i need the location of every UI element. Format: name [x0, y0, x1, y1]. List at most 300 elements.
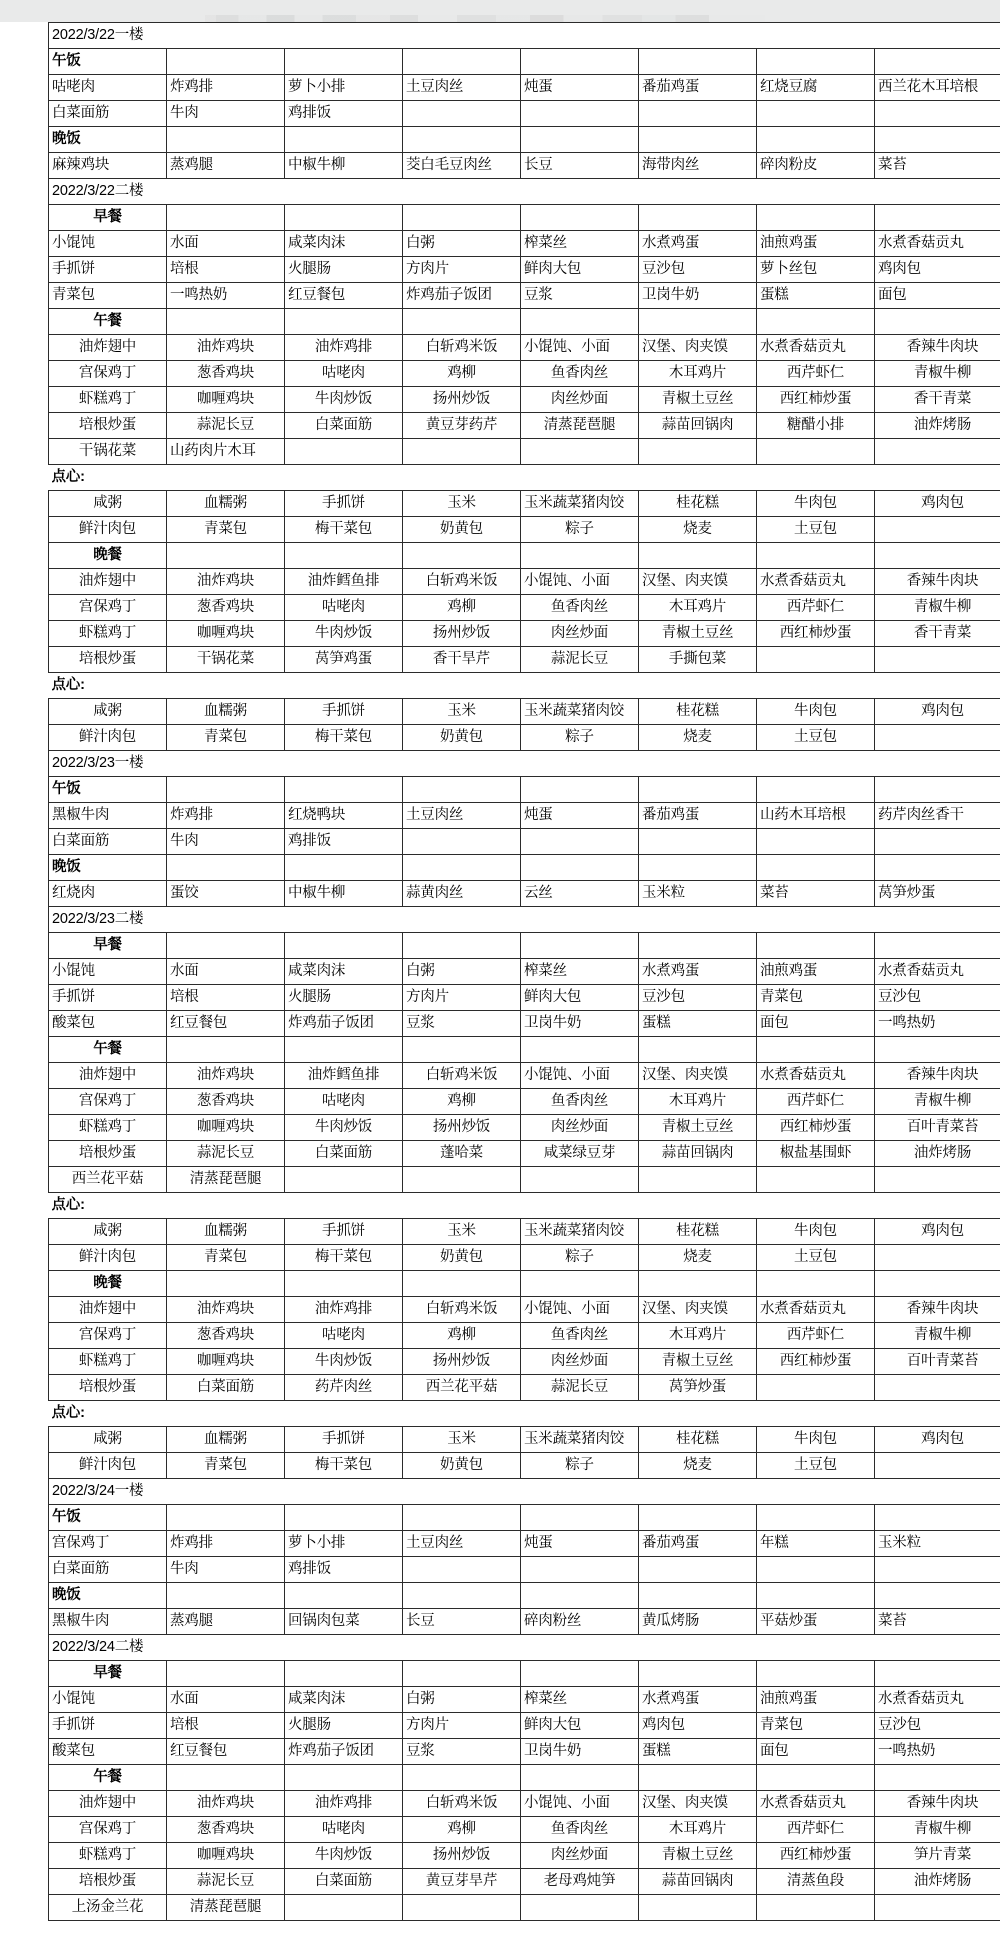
- menu-cell[interactable]: [757, 621, 875, 647]
- menu-cell[interactable]: [521, 1323, 639, 1349]
- menu-cell[interactable]: [521, 1739, 639, 1765]
- meal-header-empty-cell[interactable]: [403, 1583, 521, 1609]
- meal-header-empty-cell[interactable]: [167, 309, 285, 335]
- menu-cell[interactable]: [167, 153, 285, 179]
- menu-cell[interactable]: [49, 283, 167, 309]
- menu-cell[interactable]: [521, 1115, 639, 1141]
- menu-cell[interactable]: [403, 829, 521, 855]
- menu-cell[interactable]: [875, 1167, 1000, 1193]
- menu-cell[interactable]: [757, 1869, 875, 1895]
- menu-cell[interactable]: [403, 1531, 521, 1557]
- menu-cell[interactable]: [49, 1531, 167, 1557]
- menu-cell[interactable]: [167, 361, 285, 387]
- menu-cell[interactable]: [285, 1089, 403, 1115]
- menu-cell[interactable]: [639, 517, 757, 543]
- meal-header-empty-cell[interactable]: [875, 1271, 1000, 1297]
- menu-cell[interactable]: [521, 1869, 639, 1895]
- menu-cell[interactable]: [49, 1869, 167, 1895]
- menu-cell[interactable]: [757, 1453, 875, 1479]
- menu-cell[interactable]: [757, 1141, 875, 1167]
- menu-cell[interactable]: [639, 1817, 757, 1843]
- meal-header-empty-cell[interactable]: [285, 1505, 403, 1531]
- menu-cell[interactable]: [167, 1219, 285, 1245]
- meal-header-cell[interactable]: [49, 1271, 167, 1297]
- meal-header-empty-cell[interactable]: [521, 309, 639, 335]
- meal-header-empty-cell[interactable]: [285, 127, 403, 153]
- menu-cell[interactable]: [521, 153, 639, 179]
- meal-header-empty-cell[interactable]: [521, 1271, 639, 1297]
- menu-cell[interactable]: [757, 985, 875, 1011]
- menu-cell[interactable]: [49, 881, 167, 907]
- menu-cell[interactable]: [521, 1063, 639, 1089]
- menu-cell[interactable]: [757, 1245, 875, 1271]
- menu-cell[interactable]: [757, 1063, 875, 1089]
- menu-cell[interactable]: [285, 1557, 403, 1583]
- menu-cell[interactable]: [639, 1713, 757, 1739]
- menu-cell[interactable]: [521, 985, 639, 1011]
- menu-cell[interactable]: [167, 621, 285, 647]
- menu-cell[interactable]: [285, 959, 403, 985]
- menu-cell[interactable]: [49, 257, 167, 283]
- meal-header-empty-cell[interactable]: [167, 1037, 285, 1063]
- menu-cell[interactable]: [285, 1141, 403, 1167]
- menu-cell[interactable]: [49, 361, 167, 387]
- meal-header-cell[interactable]: [49, 1661, 167, 1687]
- menu-cell[interactable]: [757, 1375, 875, 1401]
- menu-cell[interactable]: [521, 1089, 639, 1115]
- menu-cell[interactable]: [639, 569, 757, 595]
- menu-cell[interactable]: [49, 101, 167, 127]
- menu-cell[interactable]: [167, 829, 285, 855]
- menu-cell[interactable]: [403, 1427, 521, 1453]
- meal-header-empty-cell[interactable]: [757, 1505, 875, 1531]
- menu-cell[interactable]: [285, 1167, 403, 1193]
- menu-cell[interactable]: [875, 1453, 1000, 1479]
- menu-cell[interactable]: [403, 1089, 521, 1115]
- menu-cell[interactable]: [757, 361, 875, 387]
- menu-cell[interactable]: [521, 803, 639, 829]
- meal-header-empty-cell[interactable]: [875, 543, 1000, 569]
- meal-header-empty-cell[interactable]: [403, 1037, 521, 1063]
- menu-cell[interactable]: [521, 1219, 639, 1245]
- menu-cell[interactable]: [49, 1687, 167, 1713]
- menu-cell[interactable]: [757, 1817, 875, 1843]
- meal-header-empty-cell[interactable]: [757, 49, 875, 75]
- meal-header-empty-cell[interactable]: [757, 1037, 875, 1063]
- meal-header-empty-cell[interactable]: [639, 543, 757, 569]
- meal-header-empty-cell[interactable]: [285, 855, 403, 881]
- menu-cell[interactable]: [285, 517, 403, 543]
- menu-cell[interactable]: [49, 985, 167, 1011]
- meal-header-empty-cell[interactable]: [403, 309, 521, 335]
- menu-cell[interactable]: [521, 1843, 639, 1869]
- menu-cell[interactable]: [875, 725, 1000, 751]
- meal-header-empty-cell[interactable]: [757, 1271, 875, 1297]
- menu-cell[interactable]: [285, 699, 403, 725]
- menu-cell[interactable]: [167, 335, 285, 361]
- menu-cell[interactable]: [167, 517, 285, 543]
- menu-cell[interactable]: [167, 1869, 285, 1895]
- menu-cell[interactable]: [875, 1817, 1000, 1843]
- meal-header-empty-cell[interactable]: [285, 933, 403, 959]
- menu-cell[interactable]: [403, 75, 521, 101]
- menu-cell[interactable]: [403, 1713, 521, 1739]
- meal-header-empty-cell[interactable]: [639, 855, 757, 881]
- menu-cell[interactable]: [757, 1167, 875, 1193]
- menu-cell[interactable]: [521, 1531, 639, 1557]
- menu-cell[interactable]: [285, 829, 403, 855]
- menu-cell[interactable]: [639, 1089, 757, 1115]
- date-label-cell[interactable]: [49, 1479, 1000, 1505]
- menu-cell[interactable]: [285, 569, 403, 595]
- menu-cell[interactable]: [403, 1557, 521, 1583]
- menu-cell[interactable]: [167, 985, 285, 1011]
- menu-cell[interactable]: [875, 1427, 1000, 1453]
- meal-header-cell[interactable]: [49, 1193, 167, 1219]
- menu-cell[interactable]: [757, 1427, 875, 1453]
- spreadsheet-container[interactable]: [0, 22, 1000, 1921]
- meal-header-empty-cell[interactable]: [875, 933, 1000, 959]
- menu-cell[interactable]: [167, 881, 285, 907]
- menu-cell[interactable]: [403, 283, 521, 309]
- menu-cell[interactable]: [49, 153, 167, 179]
- menu-cell[interactable]: [167, 959, 285, 985]
- menu-cell[interactable]: [757, 1011, 875, 1037]
- menu-cell[interactable]: [167, 1843, 285, 1869]
- menu-cell[interactable]: [285, 1817, 403, 1843]
- menu-cell[interactable]: [875, 1245, 1000, 1271]
- meal-header-cell[interactable]: [49, 777, 167, 803]
- menu-cell[interactable]: [285, 75, 403, 101]
- meal-header-empty-cell[interactable]: [521, 543, 639, 569]
- meal-header-empty-cell[interactable]: [403, 1765, 521, 1791]
- meal-header-empty-cell[interactable]: [639, 1271, 757, 1297]
- menu-cell[interactable]: [875, 1531, 1000, 1557]
- menu-cell[interactable]: [521, 595, 639, 621]
- menu-cell[interactable]: [639, 1791, 757, 1817]
- menu-cell[interactable]: [875, 569, 1000, 595]
- menu-cell[interactable]: [639, 231, 757, 257]
- date-label-cell[interactable]: [49, 23, 1000, 49]
- menu-cell[interactable]: [639, 1687, 757, 1713]
- meal-header-empty-cell[interactable]: [167, 1765, 285, 1791]
- menu-cell[interactable]: [521, 1427, 639, 1453]
- meal-header-empty-cell[interactable]: [757, 1661, 875, 1687]
- meal-header-cell[interactable]: [49, 1765, 167, 1791]
- menu-cell[interactable]: [403, 699, 521, 725]
- meal-header-cell[interactable]: [49, 543, 167, 569]
- menu-cell[interactable]: [521, 283, 639, 309]
- meal-header-empty-cell[interactable]: [285, 1037, 403, 1063]
- menu-cell[interactable]: [167, 1531, 285, 1557]
- menu-cell[interactable]: [285, 1219, 403, 1245]
- meal-header-empty-cell[interactable]: [639, 1661, 757, 1687]
- menu-cell[interactable]: [285, 1609, 403, 1635]
- menu-cell[interactable]: [285, 1115, 403, 1141]
- menu-cell[interactable]: [521, 1791, 639, 1817]
- menu-cell[interactable]: [285, 491, 403, 517]
- menu-cell[interactable]: [49, 517, 167, 543]
- menu-cell[interactable]: [875, 829, 1000, 855]
- menu-cell[interactable]: [167, 647, 285, 673]
- menu-cell[interactable]: [639, 153, 757, 179]
- menu-cell[interactable]: [639, 699, 757, 725]
- menu-cell[interactable]: [167, 569, 285, 595]
- meal-header-empty-cell[interactable]: [285, 1583, 403, 1609]
- menu-cell[interactable]: [875, 335, 1000, 361]
- menu-cell[interactable]: [521, 621, 639, 647]
- meal-header-empty-cell[interactable]: [285, 49, 403, 75]
- menu-cell[interactable]: [167, 803, 285, 829]
- meal-header-empty-cell[interactable]: [167, 1583, 285, 1609]
- menu-cell[interactable]: [49, 1115, 167, 1141]
- menu-cell[interactable]: [521, 231, 639, 257]
- menu-cell[interactable]: [403, 1011, 521, 1037]
- menu-cell[interactable]: [639, 257, 757, 283]
- menu-cell[interactable]: [285, 1349, 403, 1375]
- meal-header-empty-cell[interactable]: [521, 933, 639, 959]
- menu-cell[interactable]: [167, 101, 285, 127]
- meal-header-empty-cell[interactable]: [167, 1661, 285, 1687]
- menu-cell[interactable]: [875, 1375, 1000, 1401]
- menu-cell[interactable]: [639, 1869, 757, 1895]
- meal-header-empty-cell[interactable]: [167, 1271, 285, 1297]
- menu-cell[interactable]: [875, 595, 1000, 621]
- menu-cell[interactable]: [875, 1739, 1000, 1765]
- menu-cell[interactable]: [285, 1895, 403, 1921]
- menu-cell[interactable]: [639, 1843, 757, 1869]
- menu-cell[interactable]: [757, 387, 875, 413]
- menu-cell[interactable]: [285, 725, 403, 751]
- menu-cell[interactable]: [757, 1843, 875, 1869]
- menu-cell[interactable]: [639, 283, 757, 309]
- meal-header-empty-cell[interactable]: [521, 777, 639, 803]
- menu-cell[interactable]: [521, 1817, 639, 1843]
- menu-cell[interactable]: [521, 1687, 639, 1713]
- menu-cell[interactable]: [757, 829, 875, 855]
- menu-cell[interactable]: [875, 283, 1000, 309]
- meal-header-empty-cell[interactable]: [285, 777, 403, 803]
- menu-cell[interactable]: [521, 647, 639, 673]
- menu-cell[interactable]: [285, 647, 403, 673]
- menu-cell[interactable]: [167, 1115, 285, 1141]
- meal-header-empty-cell[interactable]: [285, 205, 403, 231]
- menu-cell[interactable]: [403, 881, 521, 907]
- menu-cell[interactable]: [403, 621, 521, 647]
- meal-header-empty-cell[interactable]: [639, 127, 757, 153]
- menu-cell[interactable]: [49, 1427, 167, 1453]
- meal-header-empty-cell[interactable]: [167, 777, 285, 803]
- menu-cell[interactable]: [403, 1791, 521, 1817]
- menu-cell[interactable]: [875, 1089, 1000, 1115]
- menu-cell[interactable]: [285, 335, 403, 361]
- meal-header-empty-cell[interactable]: [403, 1661, 521, 1687]
- menu-cell[interactable]: [757, 725, 875, 751]
- menu-cell[interactable]: [49, 1739, 167, 1765]
- menu-cell[interactable]: [49, 1817, 167, 1843]
- menu-cell[interactable]: [757, 1739, 875, 1765]
- menu-cell[interactable]: [875, 1609, 1000, 1635]
- menu-cell[interactable]: [521, 959, 639, 985]
- menu-cell[interactable]: [403, 1609, 521, 1635]
- meal-header-empty-cell[interactable]: [285, 543, 403, 569]
- menu-cell[interactable]: [639, 803, 757, 829]
- menu-cell[interactable]: [49, 1219, 167, 1245]
- meal-header-empty-cell[interactable]: [521, 205, 639, 231]
- menu-cell[interactable]: [285, 1427, 403, 1453]
- menu-cell[interactable]: [167, 1427, 285, 1453]
- menu-cell[interactable]: [49, 803, 167, 829]
- menu-cell[interactable]: [167, 699, 285, 725]
- menu-cell[interactable]: [521, 101, 639, 127]
- menu-cell[interactable]: [49, 75, 167, 101]
- meal-header-cell[interactable]: [49, 1037, 167, 1063]
- menu-cell[interactable]: [639, 829, 757, 855]
- menu-cell[interactable]: [875, 881, 1000, 907]
- menu-cell[interactable]: [757, 1089, 875, 1115]
- menu-cell[interactable]: [875, 1115, 1000, 1141]
- menu-cell[interactable]: [285, 1869, 403, 1895]
- meal-header-empty-cell[interactable]: [167, 933, 285, 959]
- menu-cell[interactable]: [757, 1323, 875, 1349]
- menu-cell[interactable]: [521, 75, 639, 101]
- menu-cell[interactable]: [521, 1245, 639, 1271]
- menu-cell[interactable]: [757, 1297, 875, 1323]
- menu-cell[interactable]: [875, 1557, 1000, 1583]
- menu-cell[interactable]: [285, 387, 403, 413]
- menu-cell[interactable]: [757, 101, 875, 127]
- meal-header-empty-cell[interactable]: [757, 855, 875, 881]
- date-label-cell[interactable]: [49, 751, 1000, 777]
- menu-cell[interactable]: [167, 1141, 285, 1167]
- menu-cell[interactable]: [521, 569, 639, 595]
- date-label-cell[interactable]: [49, 1635, 1000, 1661]
- menu-cell[interactable]: [521, 413, 639, 439]
- meal-header-empty-cell[interactable]: [403, 543, 521, 569]
- menu-cell[interactable]: [757, 881, 875, 907]
- menu-cell[interactable]: [285, 881, 403, 907]
- menu-cell[interactable]: [49, 1349, 167, 1375]
- menu-table[interactable]: [48, 22, 1000, 1921]
- menu-cell[interactable]: [403, 1063, 521, 1089]
- menu-cell[interactable]: [757, 413, 875, 439]
- menu-cell[interactable]: [285, 1011, 403, 1037]
- menu-cell[interactable]: [403, 1297, 521, 1323]
- menu-cell[interactable]: [167, 1817, 285, 1843]
- meal-header-empty-cell[interactable]: [285, 1271, 403, 1297]
- menu-cell[interactable]: [49, 829, 167, 855]
- menu-cell[interactable]: [167, 1349, 285, 1375]
- menu-cell[interactable]: [403, 569, 521, 595]
- menu-cell[interactable]: [521, 361, 639, 387]
- menu-cell[interactable]: [403, 101, 521, 127]
- menu-cell[interactable]: [49, 699, 167, 725]
- menu-cell[interactable]: [521, 1609, 639, 1635]
- menu-cell[interactable]: [403, 153, 521, 179]
- menu-cell[interactable]: [875, 1141, 1000, 1167]
- menu-cell[interactable]: [521, 1167, 639, 1193]
- menu-cell[interactable]: [639, 1245, 757, 1271]
- menu-cell[interactable]: [875, 1791, 1000, 1817]
- menu-cell[interactable]: [403, 1219, 521, 1245]
- menu-cell[interactable]: [403, 1843, 521, 1869]
- meal-header-empty-cell[interactable]: [757, 127, 875, 153]
- menu-cell[interactable]: [639, 75, 757, 101]
- meal-header-empty-cell[interactable]: [521, 49, 639, 75]
- menu-cell[interactable]: [875, 75, 1000, 101]
- meal-header-cell[interactable]: [49, 855, 167, 881]
- meal-header-empty-cell[interactable]: [521, 127, 639, 153]
- meal-header-empty-cell[interactable]: [403, 855, 521, 881]
- meal-header-empty-cell[interactable]: [875, 1765, 1000, 1791]
- menu-cell[interactable]: [639, 1739, 757, 1765]
- menu-cell[interactable]: [875, 1297, 1000, 1323]
- menu-cell[interactable]: [639, 1427, 757, 1453]
- menu-cell[interactable]: [757, 803, 875, 829]
- menu-cell[interactable]: [49, 387, 167, 413]
- meal-header-empty-cell[interactable]: [521, 1765, 639, 1791]
- menu-cell[interactable]: [403, 803, 521, 829]
- menu-cell[interactable]: [285, 1791, 403, 1817]
- menu-cell[interactable]: [521, 1895, 639, 1921]
- menu-cell[interactable]: [49, 1557, 167, 1583]
- menu-cell[interactable]: [167, 283, 285, 309]
- menu-cell[interactable]: [521, 257, 639, 283]
- meal-header-empty-cell[interactable]: [875, 1037, 1000, 1063]
- meal-header-empty-cell[interactable]: [875, 855, 1000, 881]
- menu-cell[interactable]: [639, 335, 757, 361]
- meal-header-empty-cell[interactable]: [639, 1765, 757, 1791]
- menu-cell[interactable]: [639, 387, 757, 413]
- meal-header-empty-cell[interactable]: [875, 205, 1000, 231]
- menu-cell[interactable]: [639, 1323, 757, 1349]
- menu-cell[interactable]: [757, 153, 875, 179]
- menu-cell[interactable]: [521, 699, 639, 725]
- menu-cell[interactable]: [285, 101, 403, 127]
- menu-cell[interactable]: [757, 335, 875, 361]
- menu-cell[interactable]: [403, 985, 521, 1011]
- menu-cell[interactable]: [875, 517, 1000, 543]
- menu-cell[interactable]: [639, 985, 757, 1011]
- menu-cell[interactable]: [403, 361, 521, 387]
- menu-cell[interactable]: [875, 1011, 1000, 1037]
- menu-cell[interactable]: [757, 569, 875, 595]
- menu-cell[interactable]: [757, 517, 875, 543]
- menu-cell[interactable]: [757, 1219, 875, 1245]
- menu-cell[interactable]: [875, 361, 1000, 387]
- menu-cell[interactable]: [403, 335, 521, 361]
- meal-header-empty-cell[interactable]: [285, 1765, 403, 1791]
- menu-cell[interactable]: [167, 231, 285, 257]
- meal-header-empty-cell[interactable]: [285, 1661, 403, 1687]
- menu-cell[interactable]: [167, 1323, 285, 1349]
- menu-cell[interactable]: [757, 1791, 875, 1817]
- menu-cell[interactable]: [403, 1167, 521, 1193]
- menu-cell[interactable]: [639, 595, 757, 621]
- menu-cell[interactable]: [757, 1609, 875, 1635]
- menu-cell[interactable]: [757, 1895, 875, 1921]
- menu-cell[interactable]: [167, 1557, 285, 1583]
- menu-cell[interactable]: [167, 1375, 285, 1401]
- menu-cell[interactable]: [167, 1713, 285, 1739]
- meal-header-empty-cell[interactable]: [639, 1505, 757, 1531]
- menu-cell[interactable]: [403, 595, 521, 621]
- menu-cell[interactable]: [639, 1167, 757, 1193]
- meal-header-empty-cell[interactable]: [875, 1505, 1000, 1531]
- menu-cell[interactable]: [875, 1713, 1000, 1739]
- meal-header-empty-cell[interactable]: [403, 205, 521, 231]
- meal-header-empty-cell[interactable]: [757, 543, 875, 569]
